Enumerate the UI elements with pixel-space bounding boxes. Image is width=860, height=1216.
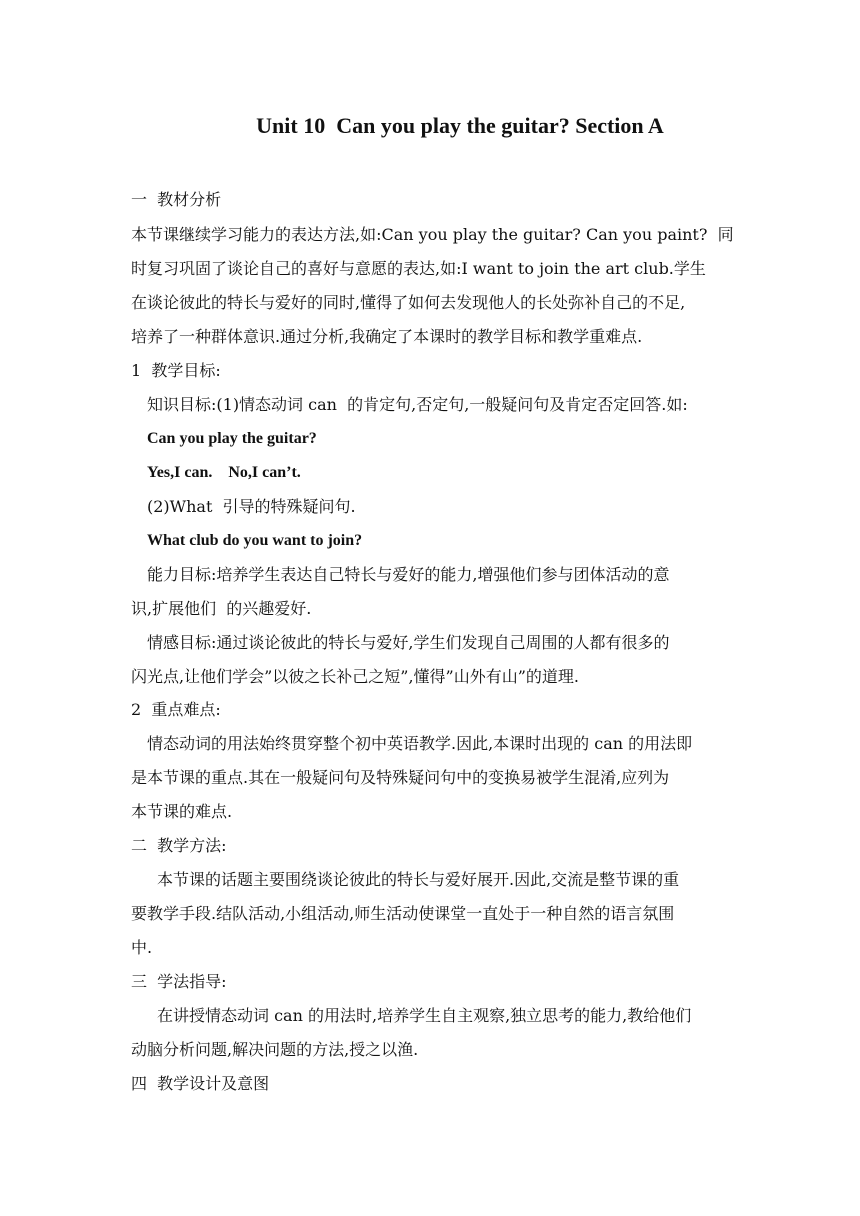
example-sentence: What club do you want to join? bbox=[147, 532, 363, 549]
paragraph-line: (2)What 引导的特殊疑问句. bbox=[147, 497, 356, 516]
section-heading-learning-guidance: 三 学法指导: bbox=[131, 972, 227, 991]
document-title: Unit 10 Can you play the guitar? Section A bbox=[256, 113, 664, 138]
paragraph-line: 中. bbox=[131, 938, 153, 957]
paragraph-line: 在讲授情态动词 can 的用法时,培养学生自主观察,独立思考的能力,教给他们 bbox=[157, 1006, 692, 1025]
paragraph-line: 知识目标:(1)情态动词 can 的肯定句,否定句,一般疑问句及肯定否定回答.如: bbox=[147, 395, 688, 414]
example-sentence: Can you play the guitar? bbox=[147, 430, 317, 447]
subsection-heading-teaching-goals: 1 教学目标: bbox=[131, 361, 221, 380]
paragraph-line: 时复习巩固了谈论自己的喜好与意愿的表达,如:I want to join the art club.学生 bbox=[131, 259, 706, 278]
example-sentence: Yes,I can. No,I can’t. bbox=[147, 464, 301, 481]
paragraph-line: 本节课的话题主要围绕谈论彼此的特长与爱好展开.因此,交流是整节课的重 bbox=[157, 870, 680, 889]
paragraph-line: 本节课继续学习能力的表达方法,如:Can you play the guitar? Can you paint? 同 bbox=[131, 225, 734, 244]
paragraph-line: 识,扩展他们 的兴趣爱好. bbox=[131, 599, 312, 618]
paragraph-line: 情感目标:通过谈论彼此的特长与爱好,学生们发现自己周围的人都有很多的 bbox=[147, 633, 670, 652]
paragraph-line: 是本节课的重点.其在一般疑问句及特殊疑问句中的变换易被学生混淆,应列为 bbox=[131, 768, 670, 787]
paragraph-line: 要教学手段.结队活动,小组活动,师生活动使课堂一直处于一种自然的语言氛围 bbox=[131, 904, 675, 923]
paragraph-line: 闪光点,让他们学会”以彼之长补己之短”,懂得”山外有山”的道理. bbox=[131, 667, 579, 686]
section-heading-teaching-design: 四 教学设计及意图 bbox=[131, 1074, 270, 1093]
paragraph-line: 本节课的难点. bbox=[131, 802, 233, 821]
paragraph-line: 情态动词的用法始终贯穿整个初中英语教学.因此,本课时出现的 can 的用法即 bbox=[147, 734, 693, 753]
paragraph-line: 培养了一种群体意识.通过分析,我确定了本课时的教学目标和教学重难点. bbox=[131, 327, 643, 346]
paragraph-line: 在谈论彼此的特长与爱好的同时,懂得了如何去发现他人的长处弥补自己的不足, bbox=[131, 293, 686, 312]
section-heading-textbook-analysis: 一 教材分析 bbox=[131, 190, 222, 209]
paragraph-line: 动脑分析问题,解决问题的方法,授之以渔. bbox=[131, 1040, 419, 1059]
paragraph-line: 能力目标:培养学生表达自己特长与爱好的能力,增强他们参与团体活动的意 bbox=[147, 565, 670, 584]
section-heading-teaching-methods: 二 教学方法: bbox=[131, 836, 227, 855]
subsection-heading-key-points: 2 重点难点: bbox=[131, 700, 221, 719]
